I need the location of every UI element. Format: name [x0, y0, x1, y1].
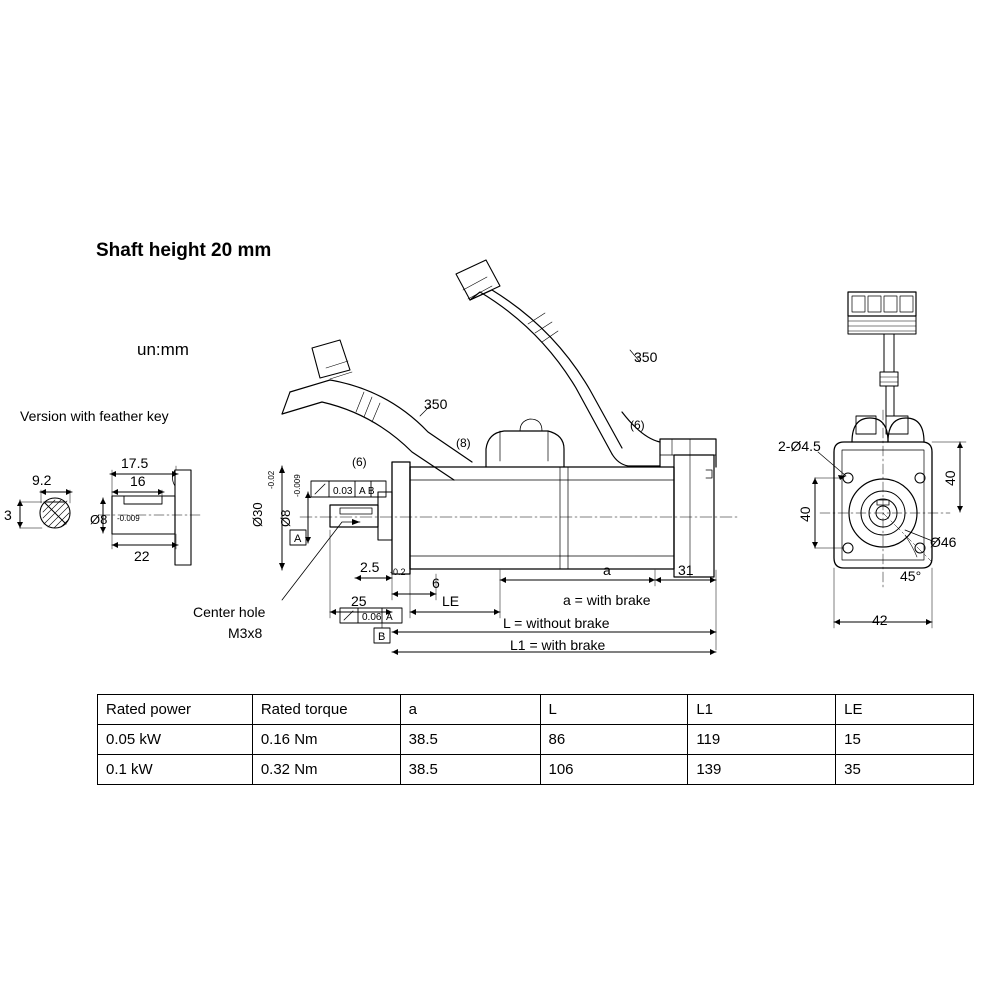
dim-text-a: a	[603, 562, 611, 578]
dim-text-45-deg: 45°	[900, 568, 922, 584]
center-hole-label-line1: Center hole	[193, 604, 266, 620]
dim-text-350-left: 350	[424, 396, 448, 412]
cell-a: 38.5	[400, 725, 540, 755]
column-header-le: LE	[836, 695, 974, 725]
dim-text-350-top: 350	[634, 349, 658, 365]
dim-text-shaft-dia-left: Ø8	[90, 512, 108, 527]
dim-a	[500, 570, 655, 586]
column-header-rated-torque: Rated torque	[252, 695, 400, 725]
note-text-L: L = without brake	[503, 615, 610, 631]
dim-22	[112, 534, 178, 549]
cell-l: 86	[540, 725, 688, 755]
dim-text-ref-8a: (8)	[456, 436, 471, 450]
dim-text-42: 42	[872, 612, 888, 628]
tol-value-06: 0.06	[362, 612, 382, 623]
dim-31	[655, 570, 716, 650]
table-row	[98, 725, 974, 755]
cell-l: 106	[540, 755, 688, 785]
dim-6	[392, 574, 436, 600]
dim-text-ref-6b: (6)	[630, 418, 645, 432]
cell-rated-torque: 0.16 Nm	[252, 725, 400, 755]
dim-16	[112, 489, 164, 498]
dim-text-6: 6	[432, 575, 440, 591]
column-header-a: a	[400, 695, 540, 725]
dim-text-16: 16	[130, 473, 146, 489]
shaft-cross-section	[40, 498, 70, 528]
dim-text-dia-46: Ø46	[930, 534, 957, 550]
dim-3	[17, 500, 42, 528]
dim-text-40-outer: 40	[942, 470, 958, 486]
column-header-l1: L1	[688, 695, 836, 725]
note-text-L1: L1 = with brake	[510, 637, 606, 653]
tol-ref-a: A	[386, 612, 393, 623]
dim-text-3: 3	[4, 507, 12, 523]
dim-text-shaft-tol-main: -0.009	[293, 474, 302, 497]
column-header-rated-power: Rated power	[98, 695, 253, 725]
table-header-row	[98, 695, 974, 725]
datum-b-text: B	[378, 631, 386, 643]
cell-rated-power: 0.1 kW	[98, 755, 253, 785]
center-hole-leader	[282, 519, 360, 600]
tol-refs-ab: A B	[359, 486, 375, 497]
motor-main-view	[300, 419, 740, 577]
dim-text-shaft-tol-left: -0.009	[117, 514, 140, 523]
dim-text-2-5-tol: -0.2	[390, 567, 406, 577]
note-text-a: a = with brake	[563, 592, 651, 608]
tol-value-03: 0.03	[333, 486, 353, 497]
cell-l1: 119	[688, 725, 836, 755]
unit-note: un:mm	[137, 340, 189, 359]
dim-text-31: 31	[678, 562, 694, 578]
cell-a: 38.5	[400, 755, 540, 785]
dim-text-2-dia-4-5: 2-Ø4.5	[778, 438, 821, 454]
dim-text-LE: LE	[442, 593, 460, 609]
center-hole-label-line2: M3x8	[228, 625, 263, 641]
column-header-l: L	[540, 695, 688, 725]
dim-text-9-2: 9.2	[32, 472, 52, 488]
dim-text-flange-tol: -0.02	[267, 470, 276, 489]
cell-l1: 139	[688, 755, 836, 785]
shaft-side-view	[100, 470, 200, 565]
page-title: Shaft height 20 mm	[96, 240, 272, 261]
dim-text-shaft-dia-main: Ø8	[278, 509, 293, 527]
dim-text-ref-6a: (6)	[352, 455, 367, 469]
dim-text-17-5: 17.5	[121, 455, 149, 471]
dim-text-25: 25	[351, 593, 367, 609]
version-with-feather-key-label: Version with feather key	[20, 408, 169, 424]
cell-le: 35	[836, 755, 974, 785]
datum-a-text: A	[294, 533, 302, 545]
cell-rated-torque: 0.32 Nm	[252, 755, 400, 785]
dim-text-2-5: 2.5	[360, 559, 380, 575]
dim-text-flange-dia: Ø30	[250, 502, 265, 527]
specification-table	[97, 694, 974, 785]
cell-le: 15	[836, 725, 974, 755]
dim-text-22: 22	[134, 548, 150, 564]
table-row-highlighted	[98, 755, 974, 785]
cell-rated-power: 0.05 kW	[98, 725, 253, 755]
dim-text-40-inner: 40	[797, 506, 813, 522]
